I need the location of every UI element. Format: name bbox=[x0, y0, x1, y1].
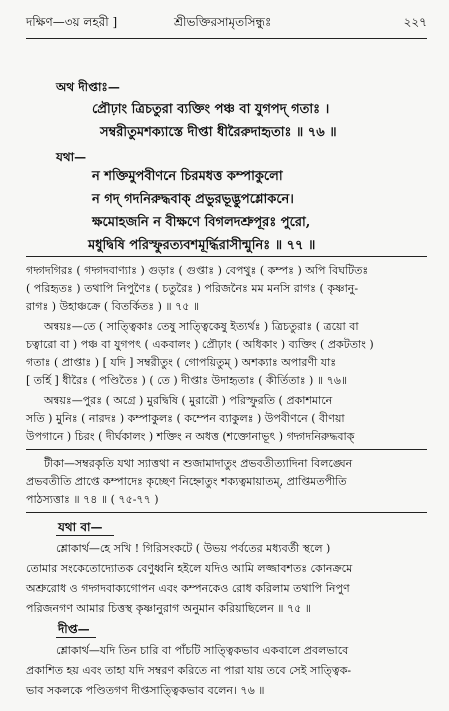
commentary-line: চত্বারো বা ) পঞ্চ বা যুগপৎ ( একবালং ) প্রৌঢ়াং ( অধিকাং ) ব্যক্তিং ( প্রকটতাং ) bbox=[26, 338, 374, 351]
page-number: ২২৭ bbox=[403, 15, 427, 29]
verse-76-line-2: সম্বরীতুমশক্যাস্তে দীপ্তা ধীরৈরুদাহৃতাঃ ॥ ৭৬ ॥ bbox=[100, 125, 337, 140]
commentary-line: সতি ) মুনিঃ ( নারদঃ ) কম্পাকুলঃ ( কম্পেন ব্যাকুলঃ ) উপবীণনে ( বীণয়া bbox=[26, 412, 345, 425]
commentary-divider bbox=[26, 256, 427, 257]
heading-underline bbox=[56, 535, 114, 536]
verse-77-line-2: ন গদ্ গদনিরুদ্ধবাক্ প্রভুরভূদ্ভুপশ্লোকনে। bbox=[92, 192, 294, 207]
commentary-line: রাগঃ ) উহাঞ্চক্রে ( বিতর্কিতঃ ) ॥ ৭৫ ॥ bbox=[26, 300, 200, 313]
commentary-line: [ তর্হি ] ধীরৈঃ ( পণ্ডিতৈঃ ) ( তে ) দীপ্তাঃ উদাহৃতাঃ ( কীর্তিতাঃ ) ॥ ৭৬॥ bbox=[26, 374, 348, 387]
header-book-title: শ্রীভক্তিরসামৃতসিন্ধুঃ bbox=[174, 15, 272, 29]
commentary-line: গতাঃ ( প্রাপ্তাঃ ) [ যদি ] সম্বরীতুং ( গোপয়িতুম্ ) অশক্যাঃ অপারণী যাঃ bbox=[26, 356, 337, 369]
commentary-line: অন্বয়ঃ—পুরঃ ( অগ্রে ) মুরদ্বিষি ( মুরারৌ ) পরিস্ফুরতি ( প্রকাশমানে bbox=[44, 394, 333, 407]
translation-line: পরিজনগণ আমার চিত্তস্থ কৃষ্ণানুরাগ অনুমান করিয়াছিলেন ॥ ৭৫ ॥ bbox=[26, 602, 312, 615]
tika-line: প্রভবতীতি প্রাপ্তে কম্পাদেঃ কৃচ্ছেণ নিহ্নোতুং শক্যত্বমায়াতম্, প্রাপ্তিমতপীতি bbox=[26, 475, 347, 488]
tika-line: পাঠস্যত্তাঃ ॥ ৭৪ ॥ ( ৭৫-৭৭ ) bbox=[26, 493, 159, 506]
tika-divider bbox=[26, 449, 427, 450]
tika-line: টীকা—সম্বরকৃতি যথা স্যাত্তথা ন শুজামাদাতুং প্রভবতীত্যাদিনা বিলঙ্ঘেন bbox=[44, 457, 353, 470]
translation-line: ভাব সকলকে পণ্ডিতগণ দীপ্তসাত্ত্বিকভাব বলেন। ৭৬ ॥ bbox=[26, 684, 265, 697]
heading-example-alt: যথা বা— bbox=[58, 520, 103, 534]
verse-77-line-3: ক্ষমোহজনি ন বীক্ষণে বিগলদশ্রুপূরঃ পুরো, bbox=[92, 215, 311, 230]
commentary-line: গদ্গদগিরঃ ( গদ্গদবাণ্যাঃ ) গুড়াঃ ( গুপ্তাঃ ) বেপথুঃ ( কম্পঃ ) অপি বিঘটিতঃ bbox=[26, 264, 369, 277]
heading-underline bbox=[56, 637, 96, 638]
header-section-label: দক্ষিণ—৩য় লহরী ] bbox=[26, 15, 118, 29]
heading-dipta: অথ দীপ্তাঃ— bbox=[56, 80, 120, 94]
verse-77-line-4: মধুদ্বিষি পরিস্ফুরত্যবশমূর্দ্ধিরাসীন্মুনিঃ ॥ ৭৭ ॥ bbox=[88, 238, 316, 253]
translation-line: তোমার সংকেতোদ্যোতক বেণুধ্বনি হইলে যদিও আমি লজ্জাবশতঃ কোনক্রমে bbox=[26, 562, 353, 575]
heading-example: যথা— bbox=[56, 150, 87, 164]
header-rule bbox=[26, 38, 427, 39]
verse-76-line-1: প্রৌঢ়াং ত্রিচতুরা ব্যক্তিং পঞ্চ বা যুগপদ্ গতাঃ । bbox=[92, 102, 330, 117]
translation-divider bbox=[26, 512, 427, 513]
commentary-line: অন্বয়ঃ—তে ( সাত্ত্বিকাঃ তেষু সাত্ত্বিকেষু ইত্যর্থঃ ) ত্রিচতুরাঃ ( ত্রয়ো বা bbox=[44, 320, 359, 333]
verse-77-line-1: ন শক্তিমুপবীণনে চিরমধত্ত কম্পাকুলো bbox=[92, 169, 283, 184]
translation-line: শ্লোকার্থ—যদি তিন চারি বা পাঁচটি সাত্ত্বিকভাব একবালে প্রবলভাবে bbox=[56, 644, 349, 657]
commentary-line: উপগানে ) চিরং ( দীর্ঘকালং ) শক্তিং ন অধত্ত (শক্তোনাভূৎ ) গদ্গদনিরুদ্ধবাক্ bbox=[26, 430, 355, 443]
heading-dipta-translation: দীপ্ত— bbox=[58, 622, 90, 636]
translation-line: শ্লোকার্থ—হে সখি ! গিরিসংকটে ( উভয় পর্বতের মধ্যবর্তী স্থলে ) bbox=[56, 542, 331, 555]
translation-line: অশ্রুরোধ ও গদ্গদবাক্যগোপন এবং কম্পনকেও রোধ করিলাম তথাপি নিপুণ bbox=[26, 582, 350, 595]
commentary-line: ( পরিহৃতঃ ) তথাপি নিপুণৈঃ ( চতুরৈঃ ) পরিজনৈঃ মম মনসি রাগঃ ( কৃষ্ণানু- bbox=[26, 282, 359, 295]
running-header bbox=[26, 14, 427, 34]
translation-line: প্রকাশিত হয় এবং তাহা যদি সম্বরণ করিতে না পারা যায় তবে সেই সাত্ত্বিক- bbox=[26, 664, 352, 677]
